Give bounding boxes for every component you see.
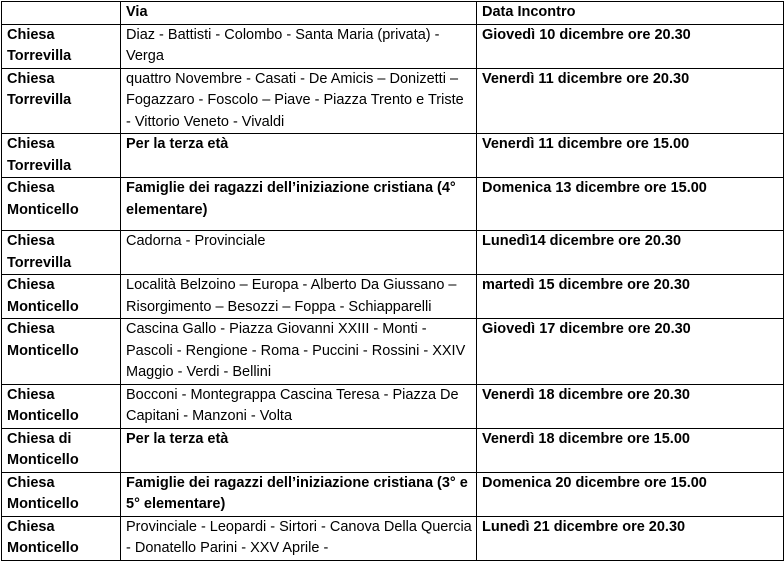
table-row bbox=[2, 275, 784, 319]
cell-data: Venerdì 11 dicembre ore 15.00 bbox=[477, 134, 784, 178]
table-row bbox=[2, 178, 784, 231]
header-row bbox=[2, 2, 784, 25]
table-row bbox=[2, 384, 784, 428]
cell-via: Famiglie dei ragazzi dell’iniziazione cristiana (3° e 5° elementare) bbox=[121, 472, 477, 516]
cell-chiesa: Chiesa Torrevilla bbox=[2, 68, 121, 134]
cell-data: Lunedì 21 dicembre ore 20.30 bbox=[477, 516, 784, 560]
cell-data: Domenica 20 dicembre ore 15.00 bbox=[477, 472, 784, 516]
cell-data: Venerdì 18 dicembre ore 20.30 bbox=[477, 384, 784, 428]
cell-via: Bocconi - Montegrappa Cascina Teresa - Piazza De Capitani - Manzoni - Volta bbox=[121, 384, 477, 428]
cell-data: Venerdì 11 dicembre ore 20.30 bbox=[477, 68, 784, 134]
cell-data: martedì 15 dicembre ore 20.30 bbox=[477, 275, 784, 319]
cell-via: Per la terza età bbox=[121, 134, 477, 178]
cell-data: Giovedì 17 dicembre ore 20.30 bbox=[477, 319, 784, 385]
cell-data: Domenica 13 dicembre ore 15.00 bbox=[477, 178, 784, 231]
cell-via: Diaz - Battisti - Colombo - Santa Maria (privata) - Verga bbox=[121, 24, 477, 68]
table-row bbox=[2, 319, 784, 385]
cell-data: Giovedì 10 dicembre ore 20.30 bbox=[477, 24, 784, 68]
table-row bbox=[2, 428, 784, 472]
cell-via: Provinciale - Leopardi - Sirtori - Canova Della Quercia - Donatello Parini - XXV Aprile - bbox=[121, 516, 477, 560]
header-via: Via bbox=[121, 2, 477, 25]
cell-via: Località Belzoino – Europa - Alberto Da Giussano – Risorgimento – Besozzi – Foppa - Schiapparelli bbox=[121, 275, 477, 319]
cell-chiesa: Chiesa Monticello bbox=[2, 178, 121, 231]
cell-chiesa: Chiesa Torrevilla bbox=[2, 134, 121, 178]
cell-chiesa: Chiesa Monticello bbox=[2, 472, 121, 516]
table-row bbox=[2, 134, 784, 178]
table-row bbox=[2, 231, 784, 275]
cell-chiesa: Chiesa Monticello bbox=[2, 516, 121, 560]
header-chiesa bbox=[2, 2, 121, 25]
cell-data: Lunedì14 dicembre ore 20.30 bbox=[477, 231, 784, 275]
cell-via: Per la terza età bbox=[121, 428, 477, 472]
header-data-incontro: Data Incontro bbox=[477, 2, 784, 25]
cell-data: Venerdì 18 dicembre ore 15.00 bbox=[477, 428, 784, 472]
table-row bbox=[2, 516, 784, 560]
cell-via: Famiglie dei ragazzi dell’iniziazione cristiana (4° elementare) bbox=[121, 178, 477, 231]
cell-chiesa: Chiesa Torrevilla bbox=[2, 231, 121, 275]
cell-chiesa: Chiesa Monticello bbox=[2, 275, 121, 319]
cell-chiesa: Chiesa Monticello bbox=[2, 319, 121, 385]
cell-via: Cadorna - Provinciale bbox=[121, 231, 477, 275]
schedule-table bbox=[1, 1, 784, 561]
cell-chiesa: Chiesa di Monticello bbox=[2, 428, 121, 472]
cell-chiesa: Chiesa Monticello bbox=[2, 384, 121, 428]
cell-via: quattro Novembre - Casati - De Amicis – Donizetti – Fogazzaro - Foscolo – Piave - Piazza Trento e Triste - Vittorio Veneto - Vivaldi bbox=[121, 68, 477, 134]
cell-chiesa: Chiesa Torrevilla bbox=[2, 24, 121, 68]
table-row bbox=[2, 68, 784, 134]
cell-via: Cascina Gallo - Piazza Giovanni XXIII - Monti - Pascoli - Rengione - Roma - Puccini - Rossini - XXIV Maggio - Verdi - Bellini bbox=[121, 319, 477, 385]
table-row bbox=[2, 472, 784, 516]
table-row bbox=[2, 24, 784, 68]
